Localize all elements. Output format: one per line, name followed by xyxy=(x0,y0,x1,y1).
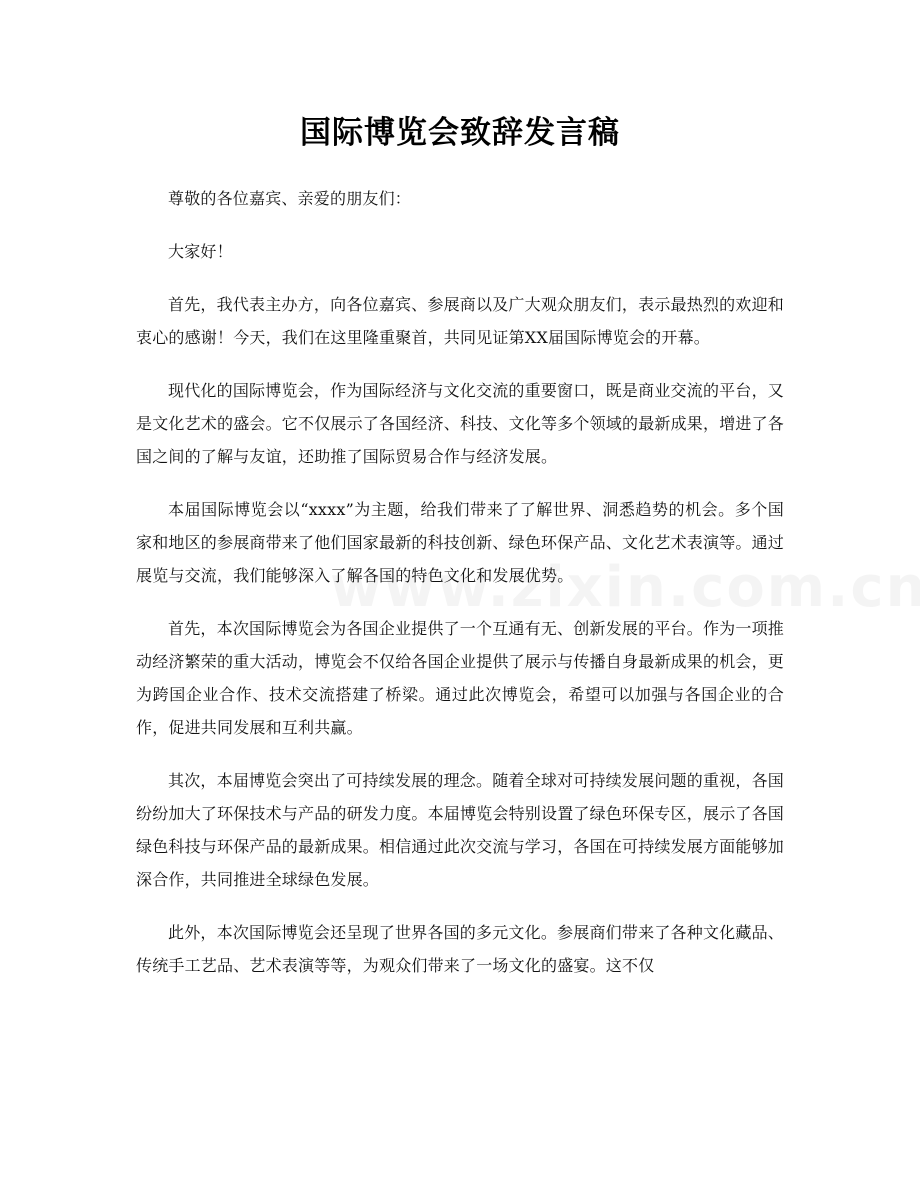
document-title: 国际博览会致辞发言稿 xyxy=(300,115,620,151)
paragraph-third-point: 此外，本次国际博览会还呈现了世界各国的多元文化。参展商们带来了各种文化藏品、传统手工艺品、艺术表演等等，为观众们带来了一场文化的盛宴。这不仅 xyxy=(136,923,784,975)
document-body xyxy=(136,182,784,982)
paragraph-welcome: 首先，我代表主办方，向各位嘉宾、参展商以及广大观众朋友们，表示最热烈的欢迎和衷心的感谢！今天，我们在这里隆重聚首，共同见证第XX届国际博览会的开幕。 xyxy=(136,295,784,347)
paragraph-expo-intro: 现代化的国际博览会，作为国际经济与文化交流的重要窗口，既是商业交流的平台，又是文化艺术的盛会。它不仅展示了各国经济、科技、文化等多个领域的最新成果，增进了各国之间的了解与友谊，还助推了国际贸易合作与经济发展。 xyxy=(136,381,785,466)
paragraph-theme: 本届国际博览会以“xxxx”为主题，给我们带来了了解世界、洞悉趋势的机会。多个国家和地区的参展商带来了他们国家最新的科技创新、绿色环保产品、文化艺术表演等。通过展览与交流，我们能够深入了解各国的特色文化和发展优势。 xyxy=(136,500,785,585)
paragraph-greeting: 大家好！ xyxy=(168,242,233,261)
paragraph-first-point: 首先，本次国际博览会为各国企业提供了一个互通有无、创新发展的平台。作为一项推动经济繁荣的重大活动，博览会不仅给各国企业提供了展示与传播自身最新成果的机会，更为跨国企业合作、技术交流搭建了桥梁。通过此次博览会，希望可以加强与各国企业的合作，促进共同发展和互利共赢。 xyxy=(136,619,785,737)
paragraph-salutation: 尊敬的各位嘉宾、亲爱的朋友们： xyxy=(168,189,412,208)
paragraph-second-point: 其次，本届博览会突出了可持续发展的理念。随着全球对可持续发展问题的重视，各国纷纷加大了环保技术与产品的研发力度。本届博览会特别设置了绿色环保专区，展示了各国绿色科技与环保产品的最新成果。相信通过此次交流与学习，各国在可持续发展方面能够加深合作，共同推进全球绿色发展。 xyxy=(136,771,785,889)
